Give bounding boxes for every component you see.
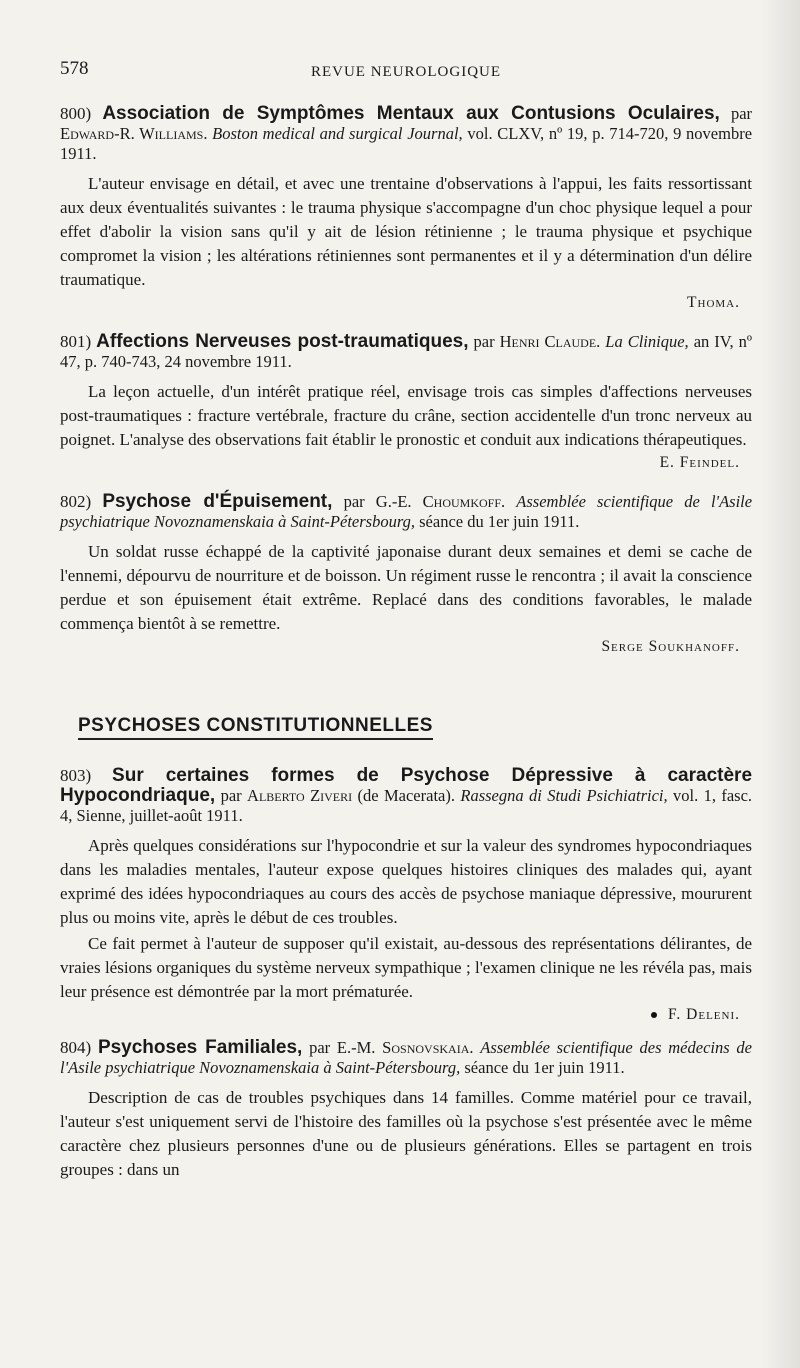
par-word: par xyxy=(309,1038,331,1057)
entry-title: Psychoses Familiales, xyxy=(97,1037,303,1058)
entry-author: E.-M. Sosnovskaia. xyxy=(336,1038,474,1057)
entry-paragraph: Un soldat russe échappé de la captivité japonaise durant deux semaines et demi se cache de l'ennemi, dépourvu de nourriture et de boisson. Un régiment russe le rencontra ; il avait la conscience perdue et son épuisement était extrême. Replacé dans des conditions favorables, le malade commença bientôt à se remettre. xyxy=(60,542,752,633)
par-word: par xyxy=(220,786,242,805)
entry-signature xyxy=(60,1004,752,1026)
section-heading-wrapper xyxy=(60,658,752,754)
abstract-entry-802 xyxy=(60,492,752,658)
entry-signature: E. Feindel. xyxy=(659,454,740,471)
entry-number: 801) xyxy=(60,332,92,351)
entry-paragraph: Description de cas de troubles psychiques dans 14 familles. Comme matériel pour ce travail, l'auteur s'est uniquement servi de l'histoire des familles où la psychose s'est présentée avec le même caractère chez plusieurs personnes d'une ou de plusieurs générations. Elles se partagent en trois groupes : dans un xyxy=(60,1088,752,1179)
entry-paragraph: L'auteur envisage en détail, et avec une trentaine d'observations à l'appui, les faits ressortissant aux deux éventualités suivantes : le trauma physique s'accompagne d'un choc physique lequel a pour effet d'abolir la vision sans qu'il y ait de lésion rétinienne ; le trauma physique et psychique compromet la vision ; les altérations rétiniennes sont permanentes et il y a détermination d'un délire traumatique. xyxy=(60,174,752,289)
entry-journal: Assemblée scientifique des médecins de l'Asile psychiatrique Novoznamenskaia à Saint-Pétersbourg, xyxy=(60,1038,752,1077)
entry-author: Alberto Ziveri xyxy=(247,786,353,805)
entry-journal: Rassegna di Studi Psichiatrici, xyxy=(460,786,668,805)
entry-title: Association de Symptômes Mentaux aux Contusions Oculaires, xyxy=(102,103,720,124)
entry-origin: (de Macerata). xyxy=(357,786,455,805)
abstract-entry-803 xyxy=(60,766,752,1026)
entry-number: 803) xyxy=(60,766,92,785)
entry-author: Edward-R. Williams. xyxy=(60,124,208,143)
page-number: 578 xyxy=(60,58,89,79)
section-heading: PSYCHOSES CONSTITUTIONNELLES xyxy=(78,714,433,740)
par-word: par xyxy=(473,332,495,351)
abstract-entry-804 xyxy=(60,1038,752,1182)
entry-signature: Thoma. xyxy=(687,294,740,311)
ink-dot-mark xyxy=(651,1012,657,1018)
entry-citation: an IV, nº 47, p. 740-743, 24 novembre 1911. xyxy=(60,332,753,371)
entry-journal: Boston medical and surgical Journal, xyxy=(212,124,463,143)
abstract-entry-800 xyxy=(60,104,752,314)
page-edge-shadow xyxy=(760,0,800,1368)
entry-title: Sur certaines formes de Psychose Dépressive à caractère Hypocondriaque, xyxy=(60,765,753,806)
par-word: par xyxy=(730,104,753,123)
entry-citation: vol. CLXV, nº 19, p. 714-720, 9 novembre 1911. xyxy=(60,124,753,163)
page-header xyxy=(60,58,752,92)
entry-paragraph: Ce fait permet à l'auteur de supposer qu'il existait, au-dessous des représentations délirantes, de vraies lésions organiques du système nerveux sympathique ; l'examen clinique ne les révéla pas, mais leur présence est démontrée par la mort prématurée. xyxy=(60,934,752,1001)
entry-title: Psychose d'Épuisement, xyxy=(102,491,333,512)
entry-number: 800) xyxy=(60,104,92,123)
entry-citation: vol. 1, fasc. 4, Sienne, juillet-août 1911. xyxy=(60,786,753,825)
entry-signature: Serge Soukhanoff. xyxy=(601,638,740,655)
entry-heading xyxy=(60,332,752,372)
journal-page xyxy=(60,58,752,1182)
entry-heading xyxy=(60,104,752,164)
par-word: par xyxy=(343,492,365,511)
entry-author: G.-E. Choumkoff. xyxy=(375,492,506,511)
entry-signature-text: F. Deleni. xyxy=(668,1006,740,1023)
entry-citation: séance du 1er juin 1911. xyxy=(464,1058,625,1077)
entry-paragraph: La leçon actuelle, d'un intérêt pratique réel, envisage trois cas simples d'affections nerveuses post-traumatiques : fracture vertébrale, fracture du crâne, section accidentelle d'un tronc nerveux au poignet. L'analyse des observations fait établir le pronostic et conduit aux indications thérapeutiques. xyxy=(60,382,752,449)
entry-heading xyxy=(60,1038,752,1078)
running-title: REVUE NEUROLOGIQUE xyxy=(310,64,502,80)
entry-author: Henri Claude. xyxy=(499,332,601,351)
entry-citation: séance du 1er juin 1911. xyxy=(419,512,580,531)
entry-journal: La Clinique, xyxy=(605,332,689,351)
entry-heading xyxy=(60,766,752,826)
entry-number: 802) xyxy=(60,492,92,511)
entry-journal: Assemblée scientifique de l'Asile psychiatrique Novoznamenskaia à Saint-Pétersbourg, xyxy=(60,492,753,531)
entry-heading xyxy=(60,492,752,532)
entry-paragraph: Après quelques considérations sur l'hypocondrie et sur la valeur des syndromes hypocondriaques dans les maladies mentales, l'auteur expose quelques histoires cliniques des malades qui, ayant exprimé des idées hypocondriaques au cours des accès de psychose maniaque dépressive, moururent plus ou moins vite, après le début de ces troubles. xyxy=(60,836,752,927)
abstract-entry-801 xyxy=(60,332,752,474)
entry-title: Affections Nerveuses post-traumatiques, xyxy=(96,331,469,352)
entry-number: 804) xyxy=(60,1038,92,1057)
